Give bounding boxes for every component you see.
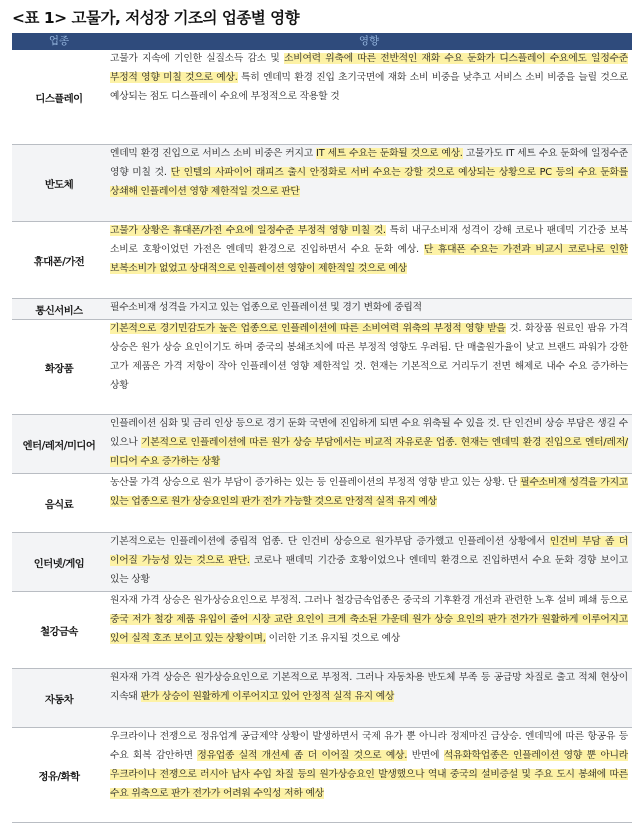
impact-cell <box>106 415 632 474</box>
table-row <box>12 320 632 415</box>
sector-cell: 음식료 <box>12 474 106 533</box>
impact-text: 원자재 가격 상승은 원가상승요인으로 부정적. 그러나 철강금속업종은 중국의 기후환경 개선과 관련한 노후 설비 폐쇄 등으로 <box>110 595 628 606</box>
impact-text: 특히 내구소비재 성격이 강해 코로나 팬데믹 기간중 보복 소비로 호황이었던 가전은 엔데믹 환경으로 진입하면서 수요 둔화 예상. <box>110 225 629 255</box>
sector-cell: 화장품 <box>12 320 106 415</box>
impact-cell <box>106 320 632 415</box>
impact-text: 것. 화장품 원료인 팜유 가격 상승은 원가 상승 요인이기도 하며 중국의 봉쇄조치에 따른 부정적 영향도 우려됨. 단 매출원가율이 낮고 브랜드 파워가 강한 고가 제품은 가격 저항이 작아 인플레이션 영향 제한적일 것. 현재는 기본적으로 거리두기 전면 해제로 내수 수요 증가하는 상황 <box>110 323 628 391</box>
impact-cell <box>106 299 632 320</box>
impact-text: 인플레이션 심화 및 금리 인상 등으로 경기 둔화 국면에 진입하게 되면 수요 위축될 수 있을 것. 단 인건비 상승 부담은 생길 수 있으나 <box>110 418 628 448</box>
table-row <box>12 50 632 145</box>
impact-text: 코로나 팬데믹 기간중 호황이었으나 엔데믹 환경으로 진입하면서 수요 둔화 경향 보이고 있는 상황 <box>110 554 628 585</box>
impact-cell <box>106 222 632 299</box>
highlighted-text: 인건비 부담 좀 더 이어질 가능성 있는 것으로 판단. <box>110 536 629 566</box>
table-row <box>12 222 632 299</box>
sector-impact-table <box>12 33 632 823</box>
highlighted-text: 기본적으로 경기민감도가 높은 업종으로 인플레이션에 따른 소비여력 위축의 부정적 영향 받을 <box>110 323 506 334</box>
header-sector: 업종 <box>48 35 70 47</box>
impact-text: 고물가 지속에 기인한 실질소득 감소 및 <box>110 53 285 64</box>
sector-cell: 철강금속 <box>12 592 106 669</box>
highlighted-text: 기본적으로 인플레이션에 따른 원가 상승 부담에서는 비교적 자유로운 업종. 현재는 엔데믹 환경 진입으로 엔터/레저/미디어 수요 증가하는 상황 <box>110 436 628 467</box>
impact-text: 이러한 기조 유지될 것으로 예상 <box>265 632 401 644</box>
highlighted-text: 필수소비재 성격을 가지고 있는 업종으로 원가 상승요인의 판가 전가 가능할 것으로 안정적 실적 유지 예상 <box>110 477 629 507</box>
table-row <box>12 299 632 320</box>
header-impact: 영향 <box>358 35 380 47</box>
table-row <box>12 669 632 728</box>
impact-text: 기본적으로는 인플레이션에 중립적 업종. 단 인건비 상승으로 원가부담 증가했고 인플레이션 상황에서 <box>110 536 550 547</box>
highlighted-text: 중국 저가 철강 제품 유입이 줄어 시장 교란 요인이 크게 축소된 가운데 원가 상승 요인의 판가 전가가 원활하게 이루어지고 있어 실적 호조 보이고 있는 상황이며, <box>110 613 628 644</box>
impact-text: 원자재 가격 상승은 원가상승요인으로 기본적으로 부정적. 그러나 자동차용 반도체 부족 등 공급망 차질로 출고 적체 현상이 지속돼 <box>110 672 628 702</box>
impact-text: 필수소비재 성격을 가지고 있는 업종으로 인플레이션 및 경기 변화에 중립적 <box>110 302 422 313</box>
highlighted-text: 단 휴대폰 수요는 가전과 비교시 코로나로 인한 보복소비가 없었고 상대적으로 인플레이션 영향이 제한적일 것으로 예상 <box>110 243 629 274</box>
table-row <box>12 728 632 823</box>
table-row <box>12 533 632 592</box>
impact-text: 특히 엔데믹 환경 진입 초기국면에 재화 소비 비중을 낮추고 서비스 소비 비중을 늘릴 것으로 예상되는 점도 디스플레이 수요에 부정적으로 작용할 것 <box>110 71 628 102</box>
table-title: <표 1> 고물가, 저성장 기조의 업종별 영향 <box>12 9 300 27</box>
sector-cell: 통신서비스 <box>12 299 106 320</box>
impact-cell <box>106 669 632 728</box>
sector-cell: 엔터/레저/미디어 <box>12 415 106 474</box>
impact-cell <box>106 50 632 145</box>
impact-cell <box>106 533 632 592</box>
impact-text: 우크라이나 전쟁으로 정유업계 공급제약 상황이 발생하면서 국제 유가 뿐 아니라 정제마진 급상승. 엔데믹에 따른 항공유 등 수요 회복 감안하면 <box>110 731 628 761</box>
table-row <box>12 415 632 474</box>
sector-cell: 디스플레이 <box>12 50 106 145</box>
highlighted-text: 판가 상승이 원활하게 이루어지고 있어 안정적 실적 유지 예상 <box>140 690 395 702</box>
impact-text: 엔데믹 환경 진입으로 서비스 소비 비중은 커지고 <box>110 148 317 159</box>
highlighted-text: 소비여력 위축에 따른 전반적인 재화 수요 둔화가 디스플레이 수요에도 일정수준 부정적 영향 미칠 것으로 예상. <box>110 53 628 83</box>
impact-text: 고물가도 IT 세트 수요 둔화에 일정수준 영향 미칠 것. <box>110 148 628 178</box>
impact-text: 농산물 가격 상승으로 원가 부담이 증가하는 있는 등 인플레이션의 부정적 영향 받고 있는 상황. 단 <box>110 477 521 488</box>
impact-cell <box>106 728 632 823</box>
sector-cell: 반도체 <box>12 145 106 222</box>
highlighted-text: 석유화학업종은 인플레이션 영향 뿐 아니라 우크라이나 전쟁으로 러시아 납사 수입 차질 등의 원가상승요인 발생했으나 역내 중국의 설비증설 및 주요 도시 봉쇄에 따른 수요 위축으로 판가 전가가 어려워 수익성 저하 예상 <box>110 749 628 799</box>
highlighted-text: 정유업종 실적 개선세 좀 더 이어질 것으로 예상. <box>197 749 408 761</box>
table-row <box>12 145 632 222</box>
table-row <box>12 592 632 669</box>
impact-cell <box>106 592 632 669</box>
table-body <box>12 50 632 823</box>
highlighted-text: 고물가 상황은 휴대폰/가전 수요에 일정수준 부정적 영향 미칠 것. <box>110 225 386 236</box>
sector-cell: 휴대폰/가전 <box>12 222 106 299</box>
impact-cell <box>106 474 632 533</box>
sector-cell: 정유/화학 <box>12 728 106 823</box>
impact-text: 반면에 <box>407 749 444 761</box>
sector-cell: 자동차 <box>12 669 106 728</box>
table-header-row <box>12 33 632 50</box>
table-row <box>12 474 632 533</box>
sector-cell: 인터넷/게임 <box>12 533 106 592</box>
highlighted-text: IT 세트 수요는 둔화될 것으로 예상. <box>316 148 463 159</box>
impact-cell <box>106 145 632 222</box>
highlighted-text: 단 인텔의 사파이어 래피즈 출시 안정화로 서버 수요는 강할 것으로 예상되는 상황으로 PC 등의 수요 둔화를 상쇄해 인플레이션 영향 제한적일 것으로 판단 <box>110 166 628 197</box>
